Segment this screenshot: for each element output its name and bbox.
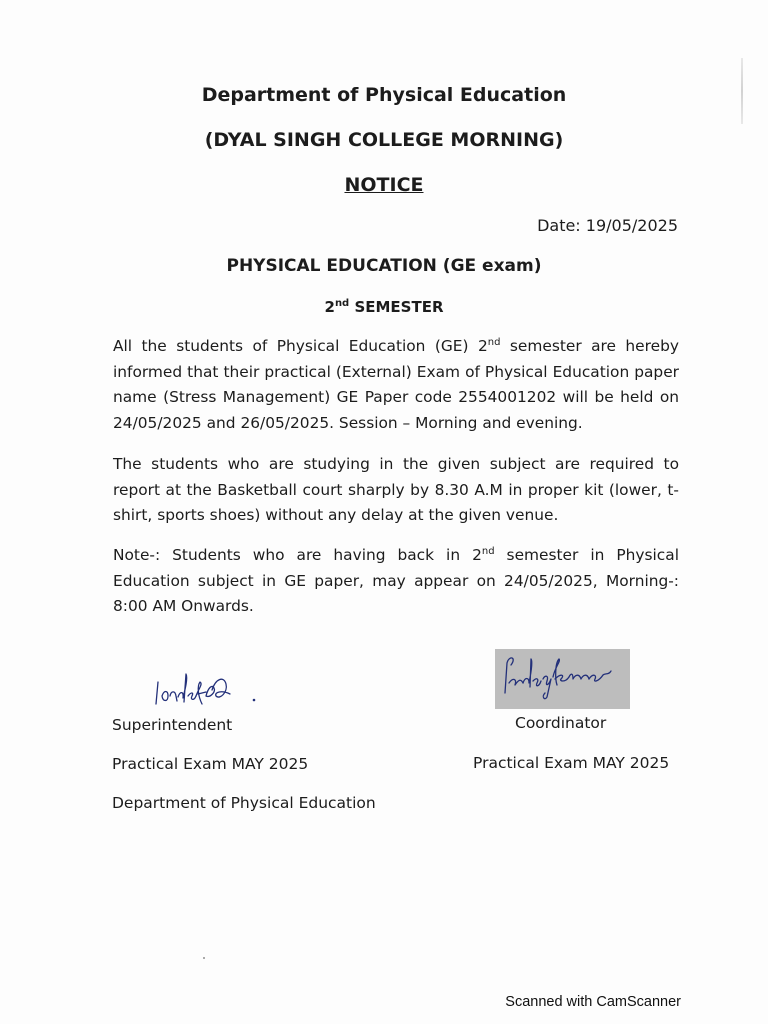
coordinator-signature xyxy=(495,649,630,709)
superintendent-exam-line: Practical Exam MAY 2025 xyxy=(112,755,309,773)
notice-date: Date: 19/05/2025 xyxy=(537,216,678,235)
college-heading: (DYAL SINGH COLLEGE MORNING) xyxy=(204,129,564,151)
paragraph-reporting: The students who are studying in the given subject are required to report at the Basketball court sharply by 8.30 A.M in proper kit (lower, t-shirt, sports shoes) without any delay at the given venue. xyxy=(113,455,679,524)
scan-speck xyxy=(203,957,205,959)
paragraph-note xyxy=(113,543,679,620)
paragraph-exam-info xyxy=(113,334,679,436)
superintendent-label: Superintendent xyxy=(112,716,233,734)
semester-ordinal: nd xyxy=(334,298,350,309)
semester-heading xyxy=(0,298,768,316)
p1-text-start: All the students of Physical Education (GE) 2 xyxy=(113,337,488,355)
department-heading: Department of Physical Education xyxy=(201,84,567,106)
notice-heading: NOTICE xyxy=(344,174,424,196)
p3-ordinal: nd xyxy=(481,546,495,557)
camscanner-watermark: Scanned with CamScanner xyxy=(505,994,681,1010)
p1-ordinal: nd xyxy=(487,337,501,348)
p3-text-end: semester in Physical Education subject in GE paper, may appear on 24/05/2025, Morning-: 8:00 AM Onwards. xyxy=(113,546,679,615)
superintendent-department: Department of Physical Education xyxy=(112,794,376,812)
superintendent-signature xyxy=(150,656,270,712)
p1-text-end: semester are hereby informed that their practical (External) Exam of Physical Education paper name (Stress Management) GE Paper code 2554001202 will be held on 24/05/2025 and 26/05/2025. Session – Morning and evening. xyxy=(113,337,679,432)
subject-title: PHYSICAL EDUCATION (GE exam) xyxy=(226,256,542,276)
coordinator-exam-line: Practical Exam MAY 2025 xyxy=(473,754,670,772)
coordinator-label: Coordinator xyxy=(515,714,607,732)
semester-word: SEMESTER xyxy=(349,298,444,316)
semester-number: 2 xyxy=(324,298,335,316)
p3-text-start: Note-: Students who are having back in 2 xyxy=(113,546,482,564)
